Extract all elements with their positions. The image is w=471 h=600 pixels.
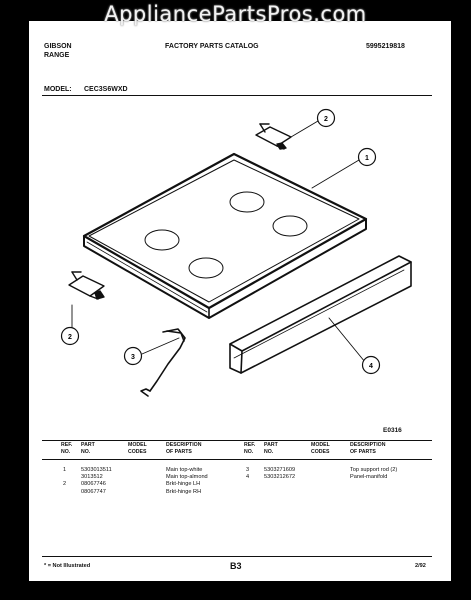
support-rod-part [141,329,185,396]
catalog-title: FACTORY PARTS CATALOG [165,43,259,50]
hinge-bracket-upper [256,124,291,149]
model-label: MODEL: [44,86,72,93]
col-header-description: DESCRIPTION OF PARTS [166,442,202,455]
callout-4: 4 [369,363,373,370]
brand-name: GIBSON [44,43,72,50]
hinge-bracket-lower [69,272,104,299]
footer-rule [42,556,432,557]
parts-diagram [29,100,449,445]
main-top-part [84,154,366,318]
part-numbers-right: 5303271609 5303212672 [264,467,296,481]
watermark: AppliancePartsPros.com [104,2,367,26]
col-header-part: PART NO. [81,442,95,455]
revision-date: 2/92 [415,563,426,569]
not-illustrated-note: * = Not Illustrated [44,563,91,569]
callout-2-upper: 2 [324,116,328,123]
table-top-rule [42,440,432,441]
product-type: RANGE [44,52,70,59]
callout-3: 3 [131,354,135,361]
ref-numbers-left: 1 2 [63,467,67,488]
col-header-part-right: PART NO. [264,442,278,455]
model-divider [42,95,432,96]
table-header-rule [42,459,432,460]
model-number: CEC3S6WXD [84,86,128,93]
callout-2-lower: 2 [68,334,72,341]
descriptions-right: Top support rod (2) Panel-manifold [350,467,398,481]
col-header-model-codes-right: MODEL CODES [311,442,330,455]
col-header-ref-right: REF. NO. [244,442,256,455]
ref-numbers-right: 3 4 [246,467,250,481]
part-numbers-left: 5303013511 3013512 08067746 08067747 [81,467,112,495]
col-header-description-right: DESCRIPTION OF PARTS [350,442,386,455]
callout-1: 1 [365,155,369,162]
manifold-panel-part [230,256,411,373]
col-header-ref: REF. NO. [61,442,73,455]
page-number: B3 [230,561,242,571]
figure-code: E0316 [383,427,402,434]
col-header-model-codes: MODEL CODES [128,442,147,455]
catalog-number: 5995219818 [366,43,405,50]
descriptions-left: Main top-white Main top-almond Brkt-hinge LH Brkt-hinge RH [166,467,208,495]
